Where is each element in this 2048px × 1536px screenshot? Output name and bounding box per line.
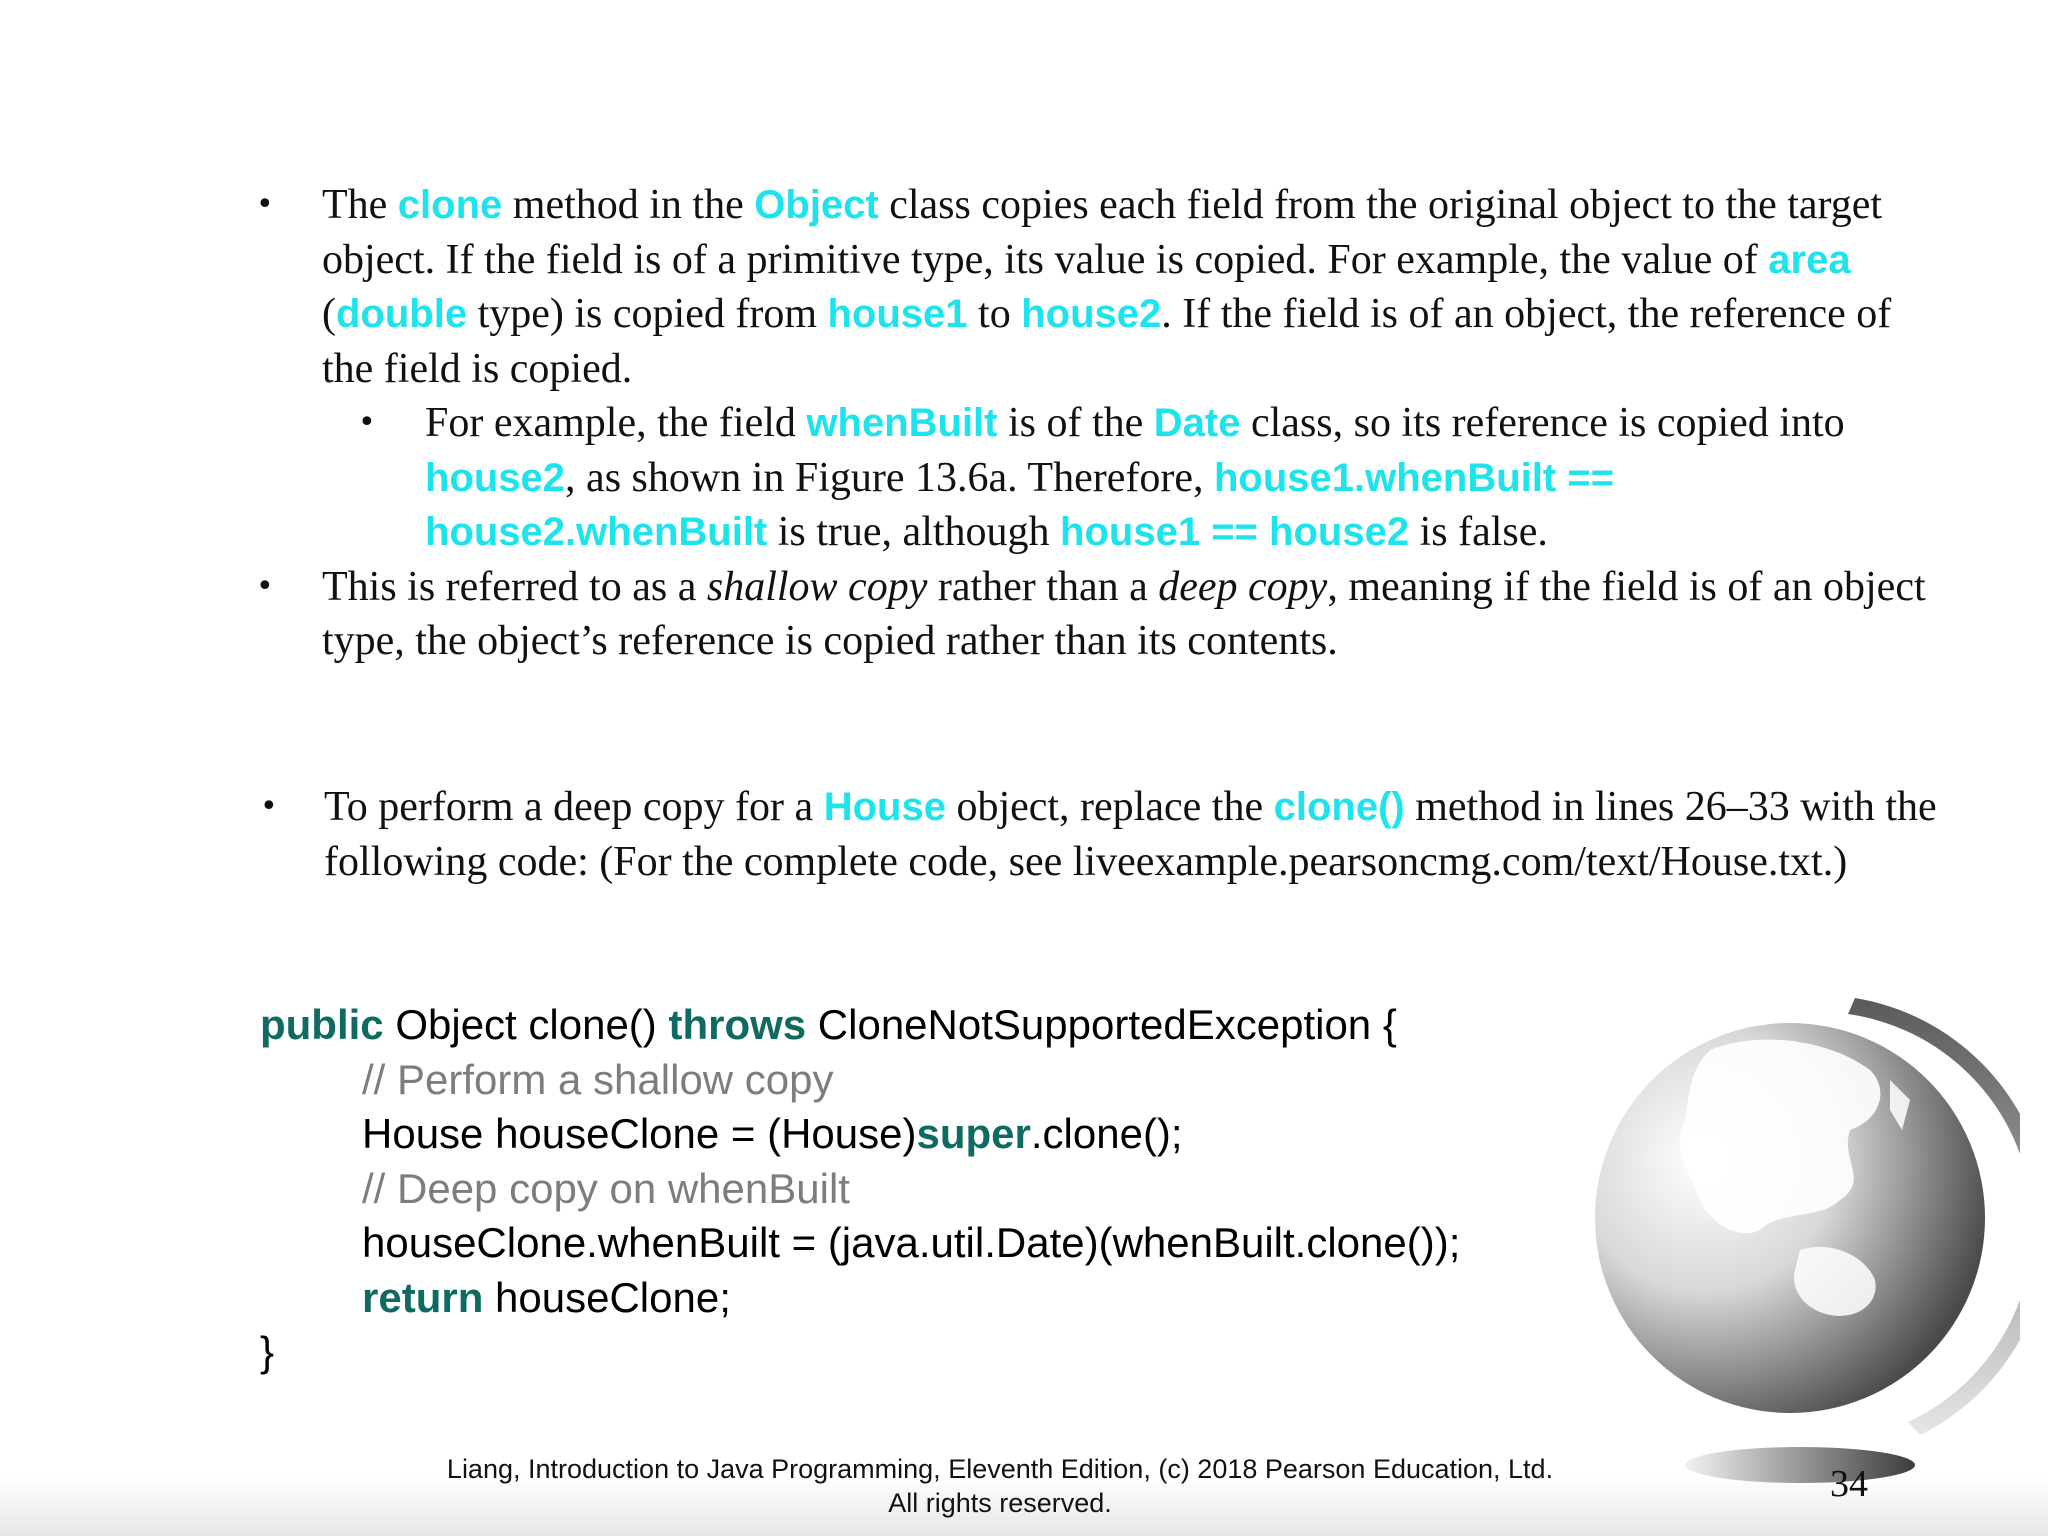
code-keyword: super xyxy=(916,1110,1031,1157)
code-line: return houseClone; xyxy=(362,1273,731,1321)
code-keyword: public xyxy=(260,1001,384,1048)
keyword-house2: house2 xyxy=(425,455,566,500)
keyword-clone: clone xyxy=(397,183,503,227)
keyword-house-equality: house1 == house2 xyxy=(1060,510,1410,554)
code-keyword: throws xyxy=(668,1001,807,1048)
keyword-area: area xyxy=(1768,237,1851,282)
globe-graphic xyxy=(1590,990,2020,1460)
bullet-deep-copy: • To perform a deep copy for a House object, replace the clone() method in lines 26–33 with the following code: (For the complete code, see liveexample.pearsoncmg.com/text/House.txt.) xyxy=(256,780,2004,889)
keyword-house: House xyxy=(823,785,946,829)
bullet-clone-method: • The clone method in the Object class copies each field from the original object to the target object. If the field is of a primitive type, its value is copied. For example, the value of area (double type) is copied from house1 to house2. If the field is of an object, the reference of the field is copied. xyxy=(250,178,1930,396)
footer-line: Liang, Introduction to Java Programming, Eleventh Edition, (c) 2018 Pearson Education, Ltd. xyxy=(446,1454,1554,1484)
footer-line: All rights reserved. xyxy=(888,1488,1112,1518)
code-block xyxy=(260,998,1460,1380)
keyword-whenbuilt: whenBuilt xyxy=(806,401,998,445)
bullet-marker: • xyxy=(256,187,274,222)
code-comment: // Deep copy on whenBuilt xyxy=(362,1164,850,1212)
term-shallow-copy: shallow copy xyxy=(706,563,928,610)
bullet-marker: • xyxy=(358,405,376,440)
bullet-marker: • xyxy=(256,568,274,604)
term-deep-copy: deep copy xyxy=(1158,563,1328,610)
keyword-whenbuilt-equality: house1.whenBuilt == house2.whenBuilt xyxy=(425,455,1615,554)
code-line: House houseClone = (House)super.clone(); xyxy=(362,1110,1183,1157)
code-line: public Object clone() throws CloneNotSupportedException { xyxy=(260,1001,1397,1048)
code-line: } xyxy=(260,1328,275,1375)
code-keyword: return xyxy=(362,1273,484,1321)
page-number: 34 xyxy=(1830,1463,1868,1505)
bullet-marker: • xyxy=(260,789,278,824)
copyright-footer xyxy=(300,1452,1700,1520)
keyword-date: Date xyxy=(1153,401,1241,445)
keyword-object: Object xyxy=(754,183,879,227)
keyword-house1: house1 xyxy=(827,292,968,336)
code-line: houseClone.whenBuilt = (java.util.Date)(whenBuilt.clone()); xyxy=(362,1219,1461,1266)
globe-stand xyxy=(1680,1440,1920,1490)
keyword-clone-call: clone() xyxy=(1273,785,1405,829)
bullet-shallow-copy: • This is referred to as a shallow copy rather than a deep copy, meaning if the field is of an object type, the object’s reference is copied rather than its contents. xyxy=(250,560,1930,669)
keyword-house2: house2 xyxy=(1021,292,1162,336)
sub-bullet-whenbuilt: • For example, the field whenBuilt is of the Date class, so its reference is copied into house2, as shown in Figure 13.6a. Therefore, house1.whenBuilt == house2.whenBuilt is true, although house1 == house2 is false. xyxy=(250,396,1930,560)
bullet-list xyxy=(250,178,1930,669)
keyword-double: double xyxy=(336,292,468,336)
code-comment: // Perform a shallow copy xyxy=(362,1055,834,1103)
